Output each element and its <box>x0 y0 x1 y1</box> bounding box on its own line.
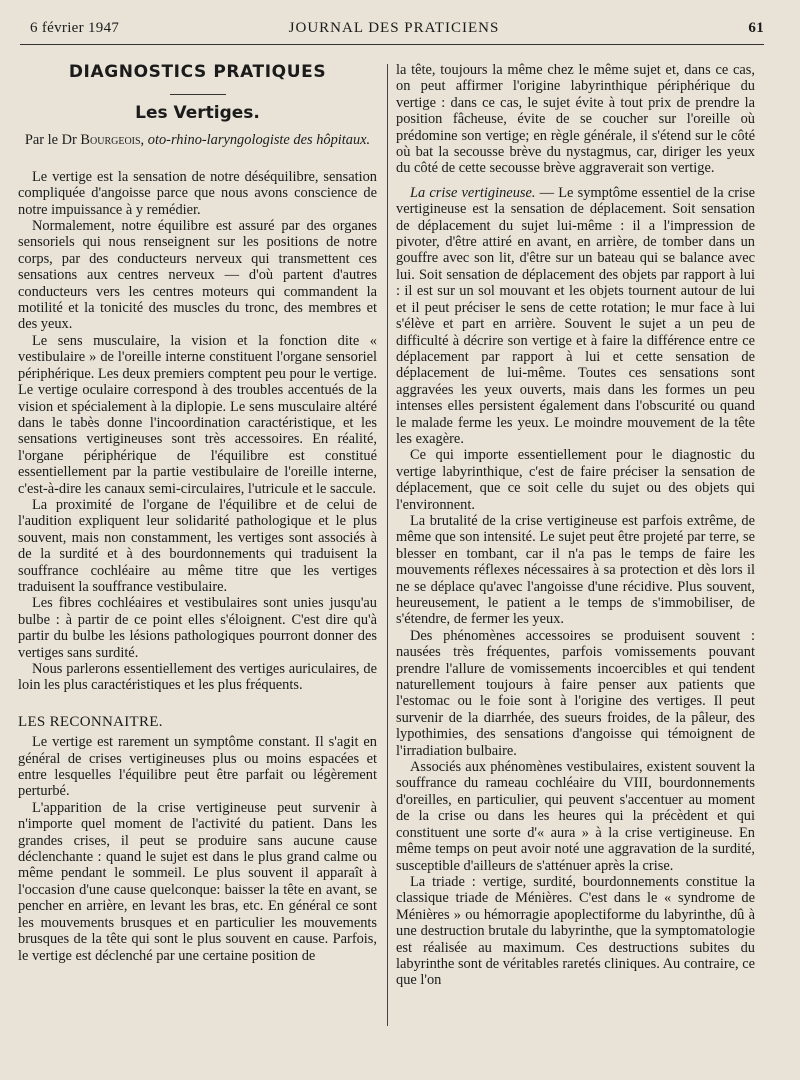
paragraph: Des phénomènes accessoires se produisent souvent : nausées très fréquentes, parfois vomissements pouvant prendre l'allure de vomissements incoercibles et qui tendent naturellement toujours à faire penser aux patients que l'estomac ou le foie sont à l'origine des vertiges. Il peut survenir de la diarrhée, des sueurs froides, de la pâleur, des lypothimies, des sensations d'angoisse qui témoignent de l'irradiation bulbaire. <box>396 627 755 759</box>
section-heading: LES RECONNAITRE. <box>18 713 163 730</box>
byline-prefix: Par le Dr <box>24 131 77 148</box>
header-rule <box>20 44 764 45</box>
page-number: 61 <box>748 20 764 36</box>
paragraph: Ce qui importe essentiellement pour le diagnostic du vertige labyrinthique, c'est de faire préciser la sensation de déplacement, que ce soit celle du sujet ou des objets qui l'environnent. <box>396 447 755 513</box>
running-head <box>24 16 764 38</box>
paragraph: Le vertige est rarement un symptôme constant. Il s'agit en général de crises vertigineuses plus ou moins espacées et entre lesquelles l'équilibre peut être parfait ou légèrement perturbé. <box>18 734 377 800</box>
paragraph: La proximité de l'organe de l'équilibre et de celui de l'audition expliquent leur solidarité pathologique et le plus souvent, mais non constamment, les vertiges sont associés à de la surdité et à des bourdonnements qui traduisent la souffrance cochléaire au même titre que les vertiges traduisent la souffrance vestibulaire. <box>18 496 377 595</box>
left-column <box>18 62 377 964</box>
run-in-heading: La crise vertigineuse. <box>410 184 536 201</box>
paragraph-gap <box>396 177 755 185</box>
paragraph: Associés aux phénomènes vestibulaires, existent souvent la souffrance du rameau cochléaire du VIII, bourdonnements d'oreilles, en particulier, qui peuvent s'accentuer au moment de la crise ou dans les heures qui la précèdent et qui constituent une sorte d'« aura » à la crise vertigineuse. En même temps on peut avoir noté une aggravation de la surdité, susceptible d'ailleurs de s'atténuer après la crise. <box>396 759 755 874</box>
paragraph: Les fibres cochléaires et vestibulaires sont unies jusqu'au bulbe : à partir de ce point elles s'éloignent. C'est dire qu'à partir du bulbe les lésions pathologiques pourront donner des vertiges sans surdité. <box>18 595 377 661</box>
author-role: oto-rhino-laryngologiste des hôpitaux. <box>147 131 371 148</box>
rubric-rule <box>170 94 226 95</box>
paragraph: L'apparition de la crise vertigineuse peut survenir à n'importe quel moment de l'activité du patient. Dans les grandes crises, il peut se produire sans aucune cause déclenchante : quand le sujet est dans le plus grand calme ou même pendant le sommeil. Le plus souvent il apparaît à l'occasion d'une cause quelconque: baisser la tête en avant, se pencher en arrière, en levant les bras, etc. En général ce sont les mouvements brusques et en particulier les mouvements brusques de la tête qui sont le plus souvent en cause. Parfois, le vertige est déclenché par une certaine position de <box>18 799 377 964</box>
byline <box>18 132 377 149</box>
paragraph: Nous parlerons essentiellement des vertiges auriculaires, de loin les plus caractéristiques et les plus fréquents. <box>18 661 377 694</box>
paragraph-body: — Le symptôme essentiel de la crise vertigineuse est la sensation de déplacement. Soit sensation de déplacement du sujet lui-même : il a l'impression de pivoter, d'être attiré en avant, en arrière, de tomber dans un gouffre avec son lit, d'être sur un bateau qui se balance avec lui. Soit sensation de déplacement des objets par rapport à lui : il est sur un sol mouvant et les objets tournent autour de lui et il peut préciser le sens de cette rotation; le mur face à lui s'élève et part en arrière. Souvent le sujet a un peu de difficulté à décrire son vertige et à faire la différence entre ce déplacement par rapport à lui et cette sensation de déplacement de lui-même. Toutes ces sensations sont aggravées les yeux ouverts, mais dans les formes un peu intenses elles persistent également dans l'obscurité ou quand le malade ferme les yeux. Le moindre mouvement de la tête les exagère. <box>396 184 755 447</box>
author-name: Bourgeois, <box>80 131 145 148</box>
paragraph: Le vertige est la sensation de notre déséquilibre, sensation compliquée d'angoisse parce que nous avons conscience de notre impuissance à y remédier. <box>18 168 377 218</box>
article-title: Les Vertiges. <box>135 103 260 124</box>
paragraph: La triade : vertige, surdité, bourdonnements constitue la classique triade de Ménières. C'est dans le « syndrome de Ménières » ou hémorragie apoplectiforme du labyrinthe, dû à une destruction brutale du labyrinthe, que la symptomatologie est réalisée au maximum. Ces destructions subites du labyrinthe sont de véritables raretés cliniques. Au contraire, ce que l'on <box>396 873 755 989</box>
rubric-heading: DIAGNOSTICS PRATIQUES <box>68 62 327 82</box>
paragraph: la tête, toujours la même chez le même sujet et, dans ce cas, on peut affirmer l'origine labyrinthique périphérique du vertige : dans ce cas, le sujet évite à tout prix de prendre la position fâcheuse, évite de se coucher sur l'oreille où prédomine son vertige; en règle générale, il s'étend sur le côté où bat la secousse brève du nystagmus, car, diriger les yeux du côté de cette secousse brève aggraverait son vertige. <box>396 62 755 177</box>
paragraph: Le sens musculaire, la vision et la fonction dite « vestibulaire » de l'oreille interne constituent l'organe sensoriel périphérique. Les deux premiers comptent peu pour le vertige. Le vertige oculaire correspond à des troubles accentués de la vision et spécialement à la diplopie. Le sens musculaire altéré dans le tabès donne l'incoordination caractéristique, et les sensations vertigineuses sont très accessoires. En réalité, l'organe périphérique de l'équilibre est constitué essentiellement par la partie vestibulaire de l'oreille interne, c'est-à-dire les canaux semi-circulaires, l'utricule et le saccule. <box>18 332 377 497</box>
paragraph: La brutalité de la crise vertigineuse est parfois extrême, de même que son intensité. Le sujet peut être projeté par terre, se blesser en tombant, car il n'a pas le temps de faire les mouvements réflexes nécessaires à sa protection et dès lors il ne se déplace qu'avec l'angoisse d'une récidive. Plus souvent, heureusement, le patient a le temps de s'immobiliser, de s'étendre, de fermer les yeux. <box>396 512 755 628</box>
column-divider <box>387 64 388 1026</box>
paragraph <box>396 185 755 448</box>
paragraph: Normalement, notre équilibre est assuré par des organes sensoriels qui nous renseignent sur les positions de notre corps, par des conducteurs nerveux qui transmettent ces sensations aux centres nerveux — d'où partent d'autres conducteurs vers les centres moteurs qui commandent la motilité et la tonicité des muscles du tronc, des membres et des yeux. <box>18 218 377 333</box>
issue-date: 6 février 1947 <box>30 20 120 36</box>
right-column <box>396 62 755 989</box>
journal-title: JOURNAL DES PRATICIENS <box>288 20 500 36</box>
